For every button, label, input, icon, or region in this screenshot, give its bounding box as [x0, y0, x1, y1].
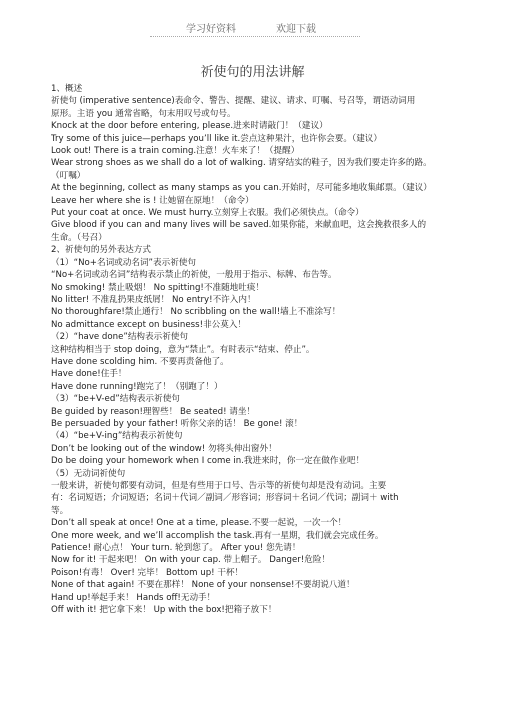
header-left-text: 学习好资料	[186, 24, 236, 35]
text-line: Don’t be looking out of the window! 勿将头伸出窗外！	[51, 443, 277, 454]
text-line: Be persuaded by your father! 听你父亲的话！ Be gone! 滚！	[51, 418, 303, 429]
text-line: Have done scolding him. 不要再责备他了。	[51, 356, 229, 367]
page-header	[0, 20, 505, 36]
text-line: Give blood if you can and many lives will be saved.如果你能，来献血吧，这会挽救很多人的	[51, 220, 427, 231]
text-line: Knock at the door before entering, please.进来时请敲门！（建议）	[51, 121, 328, 132]
text-line: Do be doing your homework when I come in.我进来时，你一定在做作业吧！	[51, 456, 365, 467]
text-line: Try some of this juice—perhaps you’ll like it.尝点这种果汁，也许你会要。（建议）	[51, 133, 382, 144]
text-line: Leave her where she is ! 让她留在原地！（命令）	[51, 195, 254, 206]
text-line: （1）“No+名词或动名词”表示祈使句	[51, 257, 196, 268]
text-line: 有：名词短语；介词短语；名词＋代词／副词／形容词；形容词＋名词／代词；副词＋ with	[51, 493, 399, 504]
text-line: 祈使句 (imperative sentence)表命令、警告、提醒、建议、请求、叮嘱、号召等，谓语动词用	[51, 96, 416, 107]
text-line: Wear strong shoes as we shall do a lot of walking. 请穿结实的鞋子，因为我们要走许多的路。	[51, 158, 432, 169]
text-line: At the beginning, collect as many stamps as you can.开始时，尽可能多地收集邮票。（建议）	[51, 183, 432, 194]
text-line: No thoroughfare!禁止通行！ No scribbling on the wall!墙上不准涂写！	[51, 307, 341, 318]
text-line: Hand up!举起手来！ Hands off!无动手！	[51, 592, 216, 603]
text-line: Poison!有毒！ Over! 完毕！ Bottom up! 干杯！	[51, 567, 244, 578]
text-line: 原形。主语 you 通常省略，句末用叹号或句号。	[51, 108, 236, 119]
text-line: None of that again! 不要在那样！ None of your nonsense!不要胡说八道！	[51, 580, 355, 591]
text-line: 等。	[51, 505, 69, 516]
text-line: （4）“be+V-ing”结构表示祈使句	[51, 431, 183, 442]
text-line: Now for it! 干起来吧！ On with your cap. 带上帽子。 Danger!危险！	[51, 555, 331, 566]
text-line: 1、概述	[51, 84, 83, 94]
text-line: 生命。（号召）	[51, 232, 107, 243]
text-line: Look out! There is a train coming.注意！火车来了！（提醒）	[51, 146, 300, 157]
text-line: （5）无动词祈使句	[51, 468, 126, 479]
text-line: Be guided by reason!理智些！ Be seated! 请坐！	[51, 406, 256, 417]
text-line: No admittance except on business!非公莫入！	[51, 319, 247, 330]
text-line: No smoking! 禁止吸烟！ No spitting!不准随地吐痰！	[51, 282, 265, 293]
text-line: “No+名词或动名词”结构表示禁止的祈使，一般用于指示、标牌、布告等。	[51, 270, 337, 281]
text-line: No litter! 不准乱扔果皮纸屑！ No entry!不许入内！	[51, 294, 256, 305]
document-body	[51, 83, 469, 616]
header-divider	[150, 36, 360, 37]
text-line: 2、祈使句的另外表达方式	[51, 245, 151, 256]
header-right-text: 欢迎下载	[276, 24, 316, 35]
text-line: Off with it! 把它拿下来！ Up with the box!把箱子放下！	[51, 605, 277, 616]
text-line: Have done!住手！	[51, 369, 127, 380]
text-line: （3）“be+V-ed”结构表示祈使句	[51, 394, 180, 405]
text-line: One more week, and we’ll accomplish the task.再有一星期，我们就会完成任务。	[51, 530, 384, 541]
text-line: Patience! 耐心点！ Your turn. 轮到您了。 After you! 您先请！	[51, 543, 301, 554]
text-line: Put your coat at once. We must hurry.立刻穿上衣服。我们必须快点。（命令）	[51, 208, 364, 219]
text-line: 这种结构相当于 stop doing，意为“禁止”。有时表示“结束、停止”。	[51, 344, 315, 355]
text-line: （叮嘱）	[51, 170, 86, 181]
text-line: Have done running!跑完了！（别跑了！）	[51, 381, 223, 392]
text-line: Don’t all speak at once! One at a time, please.不要一起说，一次一个！	[51, 518, 347, 529]
text-line: 一般来讲，祈使句都要有动词，但是有些用于口号、告示等的祈使句却是没有动词。主要	[51, 481, 387, 491]
document-title: 祈使句的用法讲解	[200, 65, 305, 80]
text-line: （2）“have done”结构表示祈使句	[51, 332, 188, 343]
